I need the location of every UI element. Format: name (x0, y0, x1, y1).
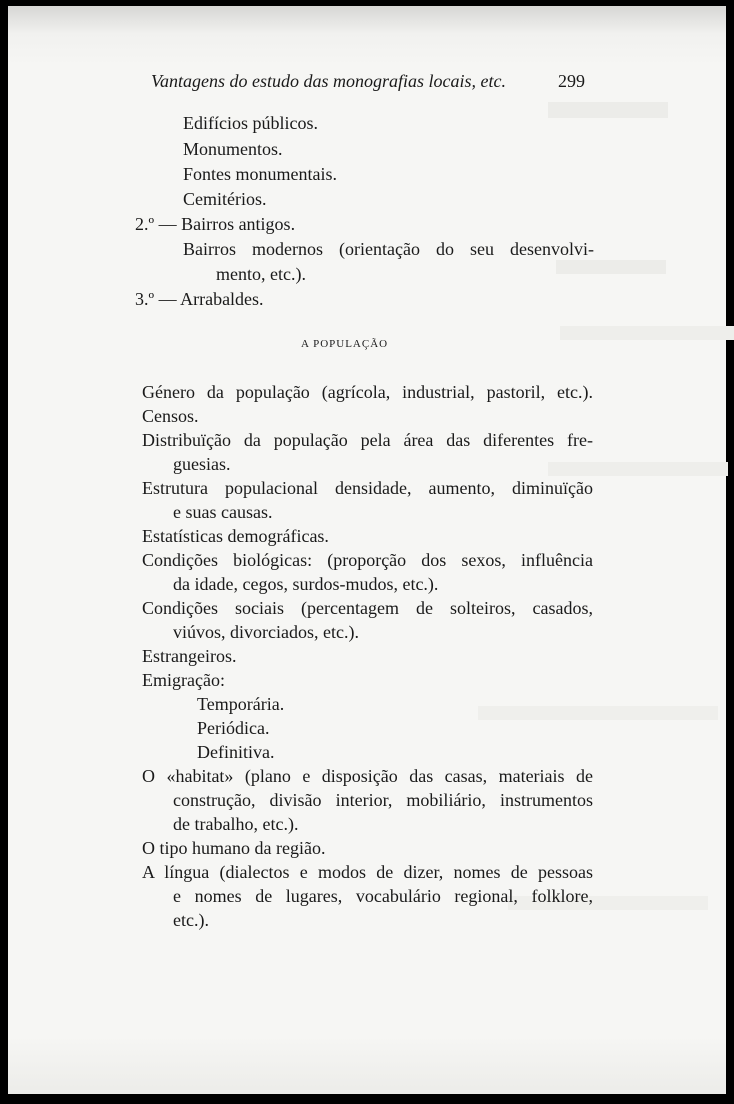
list-item: viúvos, divorciados, etc.). (173, 622, 359, 642)
list-item: Temporária. (197, 694, 285, 714)
list-item: Bairros modernos (orientação do seu desenvolvi- (183, 239, 594, 259)
list-item: Monumentos. (183, 139, 283, 159)
list-item: da idade, cegos, surdos-mudos, etc.). (173, 574, 439, 594)
bleed-through-shadow (548, 462, 728, 476)
list-item: 2.º — Bairros antigos. (135, 214, 296, 234)
list-item: 3.º — Arrabaldes. (135, 289, 264, 309)
bleed-through-shadow (478, 706, 718, 720)
section-title: A POPULAÇÃO (301, 338, 389, 350)
list-item: O «habitat» (plano e disposição das casas, materiais de (142, 766, 593, 786)
list-item: de trabalho, etc.). (173, 814, 299, 834)
list-item: Estrangeiros. (142, 646, 237, 666)
list-item: O tipo humano da região. (142, 838, 326, 858)
list-item: Género da população (agrícola, industrial, pastoril, etc.). (142, 382, 593, 402)
running-title: Vantagens do estudo das monografias locais, etc. (151, 71, 506, 91)
list-item: Estatísticas demográficas. (142, 526, 329, 546)
list-item: Distribuïção da população pela área das diferentes fre- (142, 430, 593, 450)
list-item: guesias. (173, 454, 231, 474)
list-item: etc.). (173, 910, 209, 930)
list-item: construção, divisão interior, mobiliário, instrumentos (173, 790, 593, 810)
list-item: A língua (dialectos e modos de dizer, nomes de pessoas (142, 862, 593, 882)
page-number: 299 (558, 71, 585, 91)
list-item: Edifícios públicos. (183, 113, 318, 133)
list-item: e suas causas. (173, 502, 273, 522)
bleed-through-shadow (548, 102, 668, 118)
list-item: Definitiva. (197, 742, 275, 762)
bleed-through-shadow (560, 326, 734, 340)
list-item: Condições biológicas: (proporção dos sexos, influência (142, 550, 593, 570)
list-item: Censos. (142, 406, 199, 426)
list-item: e nomes de lugares, vocabulário regional, folklore, (173, 886, 593, 906)
list-item: Fontes monumentais. (183, 164, 337, 184)
list-item: Emigração: (142, 670, 225, 690)
list-item: mento, etc.). (216, 264, 306, 284)
list-item: Condições sociais (percentagem de solteiros, casados, (142, 598, 593, 618)
book-page (8, 6, 726, 1094)
bleed-through-shadow (556, 260, 666, 274)
list-item: Periódica. (197, 718, 270, 738)
list-item: Estrutura populacional densidade, aumento, diminuïção (142, 478, 593, 498)
list-item: Cemitérios. (183, 189, 267, 209)
